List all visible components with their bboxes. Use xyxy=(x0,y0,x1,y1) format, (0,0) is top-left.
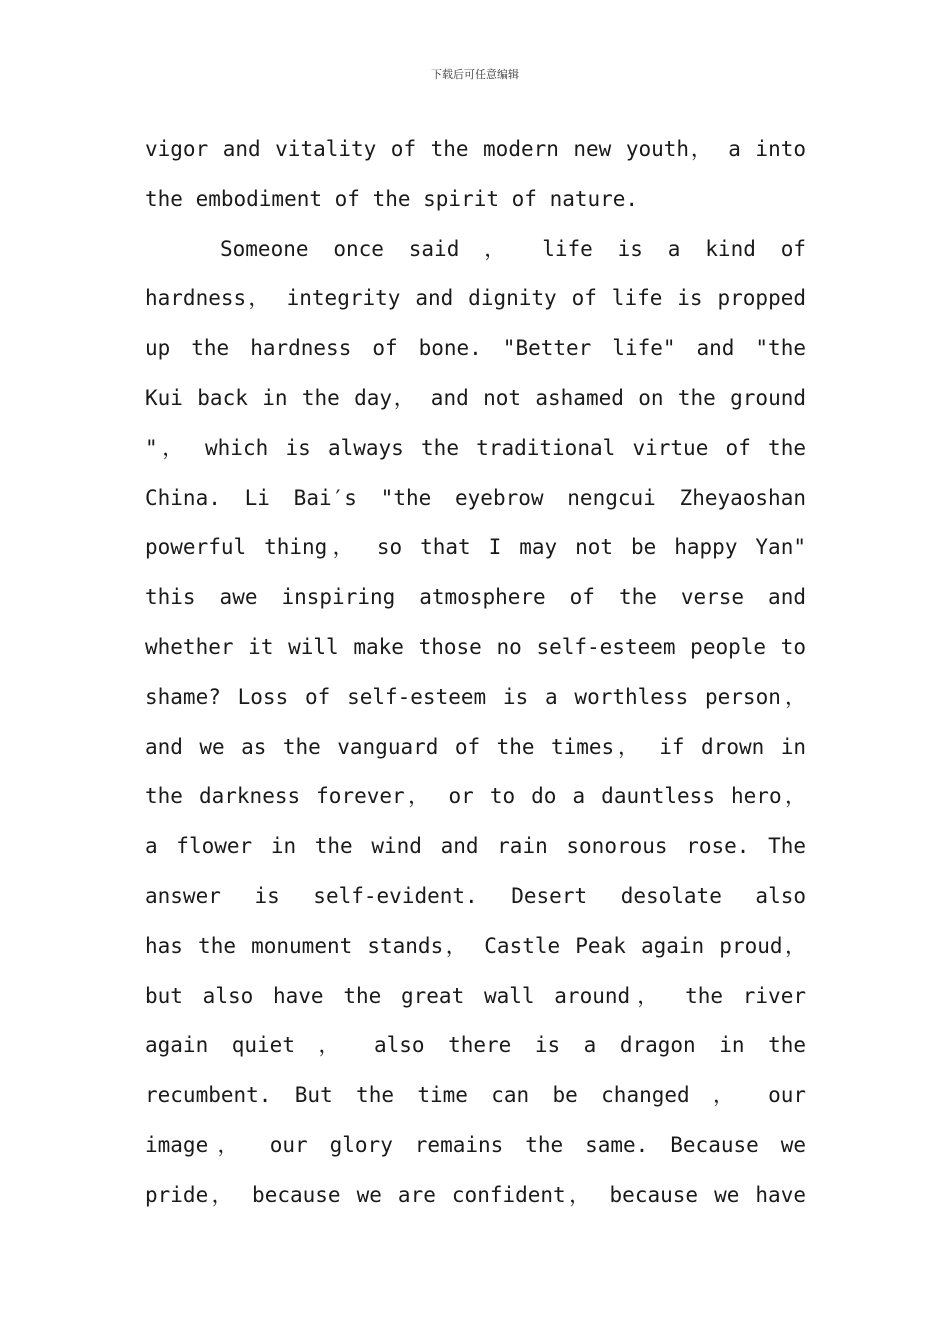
text-line: image， our glory remains the same. Because we xyxy=(145,1132,806,1157)
text-line: again quiet ， also there is a dragon in the xyxy=(145,1033,806,1058)
text-line: the embodiment of the spirit of nature. xyxy=(145,186,639,211)
text-line: recumbent. But the time can be changed ， our xyxy=(145,1083,806,1108)
text-line: the darkness forever， or to do a dauntless hero， xyxy=(145,784,806,809)
body-text xyxy=(145,125,806,1221)
text-line: hardness， integrity and dignity of life is propped xyxy=(145,286,806,311)
text-line: China. Li Bai′s "the eyebrow nengcui Zheyaoshan xyxy=(145,485,806,510)
text-line: Kui back in the day， and not ashamed on the ground xyxy=(145,385,806,410)
text-line: shame? Loss of self-esteem is a worthless person， xyxy=(145,684,806,709)
text-line: and we as the vanguard of the times， if drown in xyxy=(145,734,806,759)
text-line: but also have the great wall around， the river xyxy=(145,983,806,1008)
text-line: up the hardness of bone. "Better life" and "the xyxy=(145,336,806,361)
text-line: "， which is always the traditional virtue of the xyxy=(145,435,806,460)
page-header: 下载后可任意编辑 xyxy=(431,68,519,81)
text-line: whether it will make those no self-esteem people to xyxy=(145,634,806,659)
text-line: answer is self-evident. Desert desolate also xyxy=(145,883,806,908)
text-line: a flower in the wind and rain sonorous rose. The xyxy=(145,834,806,859)
text-line: pride， because we are confident， because we have xyxy=(145,1182,806,1207)
text-line: vigor and vitality of the modern new youth， a into xyxy=(145,137,806,161)
text-line: this awe inspiring atmosphere of the verse and xyxy=(145,585,806,610)
text-line: Someone once said ， life is a kind of xyxy=(220,236,806,261)
text-line: powerful thing， so that I may not be happy Yan" xyxy=(145,535,806,560)
text-line: has the monument stands， Castle Peak again proud， xyxy=(145,933,806,958)
